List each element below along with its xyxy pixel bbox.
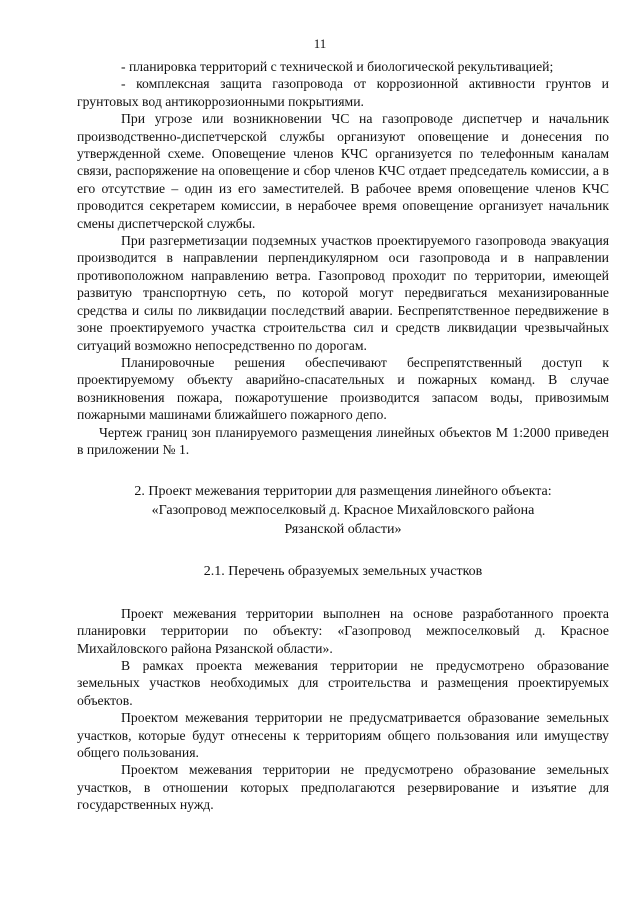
paragraph: При разгерметизации подземных участков проектируемого газопровода эвакуация производится в направлении перпендикулярном оси газопровода и в направлении противоположном направлению ветра. Газопровод проходит по территории, имеющей развитую транспортную сеть, по которой могут передвигаться механизированные средства и силы по ликвидации последствий аварии. Беспрепятственное передвижение в зоне проектируемого участка строительства сил и средств ликвидации чрезвычайных ситуаций возможно непосредственно по дорогам. <box>77 233 609 353</box>
paragraph: При угрозе или возникновении ЧС на газопроводе диспетчер и начальник производственно-диспетчерской службы организуют оповещение и донесения по утвержденной схеме. Оповещение членов КЧС организуется по телефонным каналам связи, распоряжение на оповещение и сбор членов КЧС отдает председатель комиссии, а в его отсутствие – один из его заместителей. В рабочее время оповещение членов КЧС проводится секретарем комиссии, в нерабочее время оповещение организует начальник смены диспетчерской службы. <box>77 111 609 231</box>
document-body <box>77 58 609 814</box>
section-heading-line: «Газопровод межпоселковый д. Красное Михайловского района <box>151 503 535 519</box>
section-heading-line: Рязанской области» <box>284 522 402 538</box>
subsection-heading: 2.1. Перечень образуемых земельных участков <box>203 564 483 580</box>
page-number: 11 <box>313 36 327 51</box>
paragraph: Чертеж границ зон планируемого размещения линейных объектов М 1:2000 приведен в приложении № 1. <box>77 424 609 457</box>
paragraph: Планировочные решения обеспечивают беспрепятственный доступ к проектируемому объекту аварийно-спасательных и пожарных команд. В случае возникновения пожара, пожаротушение производится запасом воды, привозимым пожарными машинами ближайшего пожарного депо. <box>77 354 609 423</box>
paragraph: В рамках проекта межевания территории не предусмотрено образование земельных участков необходимых для строительства и размещения проектируемых объектов. <box>77 657 609 708</box>
section-heading <box>77 482 609 539</box>
paragraph: - комплексная защита газопровода от коррозионной активности грунтов и грунтовых вод антикоррозионными покрытиями. <box>77 76 609 109</box>
paragraph: Проектом межевания территории не предусматривается образование земельных участков, которые будут отнесены к территориям общего пользования или имуществу общего пользования. <box>77 710 609 760</box>
section-heading-line: 2. Проект межевания территории для размещения линейного объекта: <box>134 484 552 500</box>
paragraph: - планировка территорий с технической и биологической рекультивацией; <box>121 59 554 74</box>
paragraph: Проект межевания территории выполнен на основе разработанного проекта планировки территории по объекту: «Газопровод межпоселковый д. Красное Михайловского района Рязанской области». <box>77 605 609 656</box>
paragraph: Проектом межевания территории не предусмотрено образование земельных участков, в отношении которых предполагаются резервирование и изъятие для государственных нужд. <box>77 762 609 813</box>
